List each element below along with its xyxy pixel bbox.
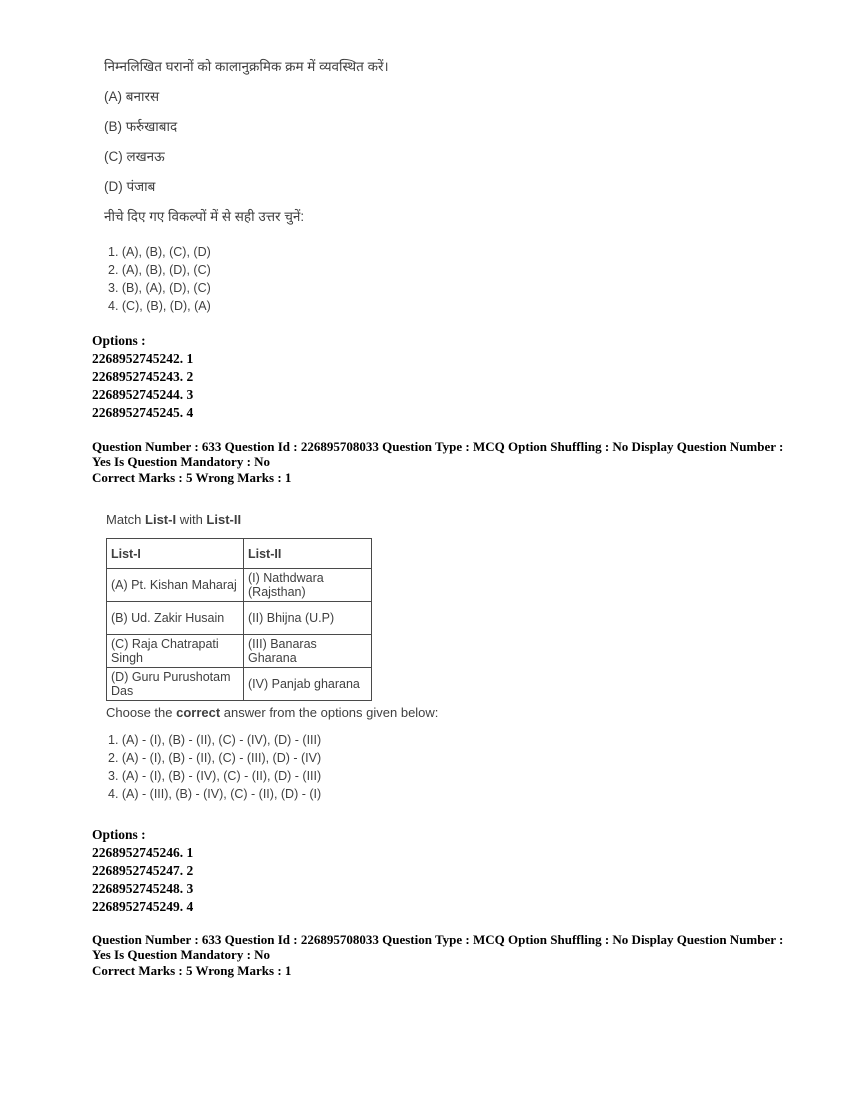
choice-a: (A) बनारस [104,89,160,104]
option-id: 2268952745244. 3 [92,387,194,402]
table-cell: (B) Ud. Zakir Husain [107,602,244,635]
table-cell: (D) Guru Purushotam Das [107,668,244,701]
table-header-row [107,539,372,569]
choose-bold-word: correct [176,705,221,720]
table-row [107,569,372,602]
option-id: 2268952745247. 2 [92,863,194,878]
table-row [107,668,372,701]
option-id: 2268952745246. 1 [92,845,194,860]
option-id: 2268952745249. 4 [92,899,194,914]
table-header-list2: List-II [244,539,372,569]
answer-option-list-2 [108,731,438,803]
table-cell: (III) Banaras Gharana [244,635,372,668]
question-stem: निम्नलिखित घरानों को कालानुक्रमिक क्रम में व्यवस्थित करें। [104,59,389,74]
option-id: 2268952745242. 1 [92,351,194,366]
choice-b: (B) फर्रुखाबाद [104,119,178,134]
table-row [107,602,372,635]
answer-option: 4. (C), (B), (D), (A) [108,299,211,313]
answer-option: 1. (A), (B), (C), (D) [108,245,211,259]
table-cell: (C) Raja Chatrapati Singh [107,635,244,668]
question-instruction: नीचे दिए गए विकल्पों में से सही उत्तर चुनें: [104,209,305,224]
answer-option: 4. (A) - (III), (B) - (IV), (C) - (II), (D) - (I) [108,787,322,801]
question-meta-line1: Question Number : 633 Question Id : 226895708033 Question Type : MCQ Option Shuffling : No Display Question Number : Yes Is Question Mandatory : No [92,439,784,469]
answer-option: 2. (A), (B), (D), (C) [108,263,211,277]
choose-prefix: Choose the [106,705,177,720]
answer-option: 2. (A) - (I), (B) - (II), (C) - (III), (D) - (IV) [108,751,322,765]
match-question-block [106,512,438,803]
hindi-question-block [104,57,389,237]
question-meta-line1: Question Number : 633 Question Id : 226895708033 Question Type : MCQ Option Shuffling : No Display Question Number : Yes Is Question Mandatory : No [92,932,784,962]
options-id-block-1 [92,332,193,422]
option-id: 2268952745248. 3 [92,881,194,896]
option-id: 2268952745243. 2 [92,369,194,384]
choose-suffix: answer from the options given below: [220,705,439,720]
answer-option: 3. (B), (A), (D), (C) [108,281,211,295]
table-cell: (IV) Panjab gharana [244,668,372,701]
choice-c: (C) लखनऊ [104,149,165,164]
table-header-list1: List-I [107,539,244,569]
question-marks-line: Correct Marks : 5 Wrong Marks : 1 [92,963,292,978]
options-label: Options : [92,827,146,842]
question-meta-header-2 [92,933,784,979]
question-marks-line: Correct Marks : 5 Wrong Marks : 1 [92,470,292,485]
table-cell: (A) Pt. Kishan Maharaj [107,569,244,602]
match-middle: with [176,512,207,527]
question-meta-header-1 [92,440,784,486]
table-cell: (I) Nathdwara (Rajsthan) [244,569,372,602]
options-id-block-2 [92,826,193,916]
match-list2-label: List-II [206,512,242,527]
option-id: 2268952745245. 4 [92,405,194,420]
match-table [106,538,372,701]
answer-option: 3. (A) - (I), (B) - (IV), (C) - (II), (D) - (III) [108,769,322,783]
choose-instruction [106,705,438,720]
match-prefix: Match [106,512,146,527]
match-list1-label: List-I [145,512,177,527]
table-row [107,635,372,668]
table-cell: (II) Bhijna (U.P) [244,602,372,635]
match-instruction [106,512,438,527]
options-label: Options : [92,333,146,348]
answer-option-list-1 [108,243,211,315]
answer-option: 1. (A) - (I), (B) - (II), (C) - (IV), (D) - (III) [108,733,322,747]
choice-d: (D) पंजाब [104,179,156,194]
